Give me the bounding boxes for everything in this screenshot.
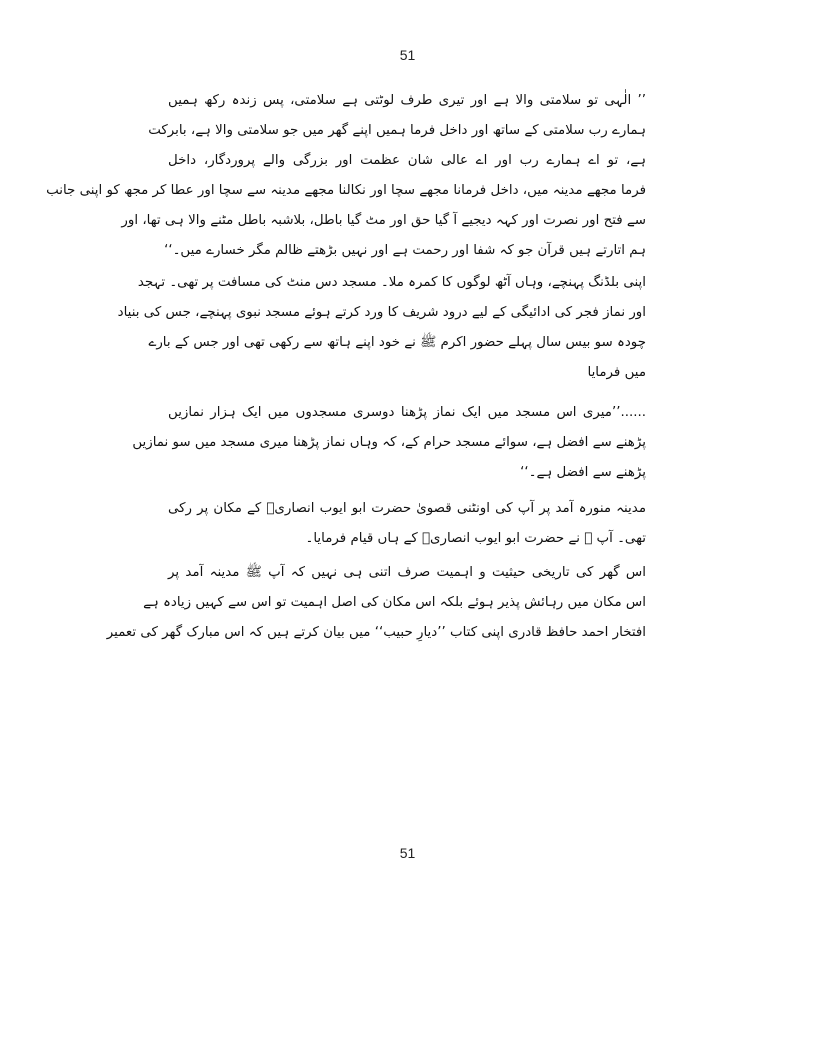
text-line: افتخار احمد حافظ قادری اپنی کتاب ’’دیارِ حبیب‘‘ میں بیان کرتے ہیں کہ اس مبارک گھر کی تعمیر	[106, 625, 646, 640]
text-line: اور نماز فجر کی ادائیگی کے لیے درود شریف کا ورد کرتے ہوئے مسجد نبوی پہنچے، جس کی بنیاد	[117, 305, 646, 320]
text-line: مدینہ منورہ آمد پر آپ کی اونٹنی قصویٰ حضرت ابو ایوب انصاریؓ کے مکان پر رکی	[168, 501, 646, 516]
text-line: اس مکان میں رہائش پذیر ہوئے بلکہ اس مکان کی اصل اہمیت تو اس سے کہیں زیادہ ہے	[143, 595, 646, 610]
text-line: اپنی بلڈنگ پہنچے، وہاں آٹھ لوگوں کا کمرہ ملا۔ مسجد دس منٹ کی مسافت پر تھی۔ تہجد	[137, 275, 646, 290]
page-number-bottom: 51	[399, 845, 416, 861]
text-line: پڑھنے سے افضل ہے، سوائے مسجد حرام کے، کہ وہاں نماز پڑھنا میری مسجد میں سو نمازیں	[132, 435, 646, 450]
text-line: پڑھنے سے افضل ہے۔‘‘	[520, 465, 646, 480]
text-line: ہمارے رب سلامتی کے ساتھ اور داخل فرما ہمیں اپنے گھر میں جو سلامتی والا ہے، بابرکت	[148, 123, 646, 138]
text-line: ہے، تو اے ہمارے رب اور اے عالی شان عظمت اور بزرگی والے پروردگار، داخل	[168, 153, 646, 168]
text-line: فرما مجھے مدینہ میں، داخل فرمانا مجھے سچا اور نکالنا مجھے مدینہ سے سچا اور عطا کر مجھ کو اپنی جانب	[46, 183, 646, 198]
text-line: میں فرمایا	[587, 365, 646, 380]
text-line: چودہ سو بیس سال پہلے حضور اکرم ﷺ نے خود اپنے ہاتھ سے رکھی تھی اور جس کے بارے	[148, 335, 646, 350]
text-line: سے فتح اور نصرت اور کہہ دیجیے آ گیا حق اور مٹ گیا باطل، بلاشبہ باطل مٹنے والا ہی تھا، اور	[121, 213, 646, 228]
text-line: تھی۔ آپ ﷺ نے حضرت ابو ایوب انصاریؓ کے ہاں قیام فرمایا۔	[305, 531, 646, 546]
text-line: ......’’میری اس مسجد میں ایک نماز پڑھنا دوسری مسجدوں میں ایک ہزار نمازیں	[168, 405, 646, 420]
text-line: اس گھر کی تاریخی حیثیت و اہمیت صرف اتنی ہی نہیں کہ آپ ﷺ مدینہ آمد پر	[168, 565, 646, 580]
text-line: ہم اتارتے ہیں قرآن جو کہ شفا اور رحمت ہے اور نہیں بڑھتے ظالم مگر خسارے میں۔‘‘	[164, 243, 646, 258]
text-line: ’’ الٰہی تو سلامتی والا ہے اور تیری طرف لوٹتی ہے سلامتی، پس زندہ رکھ ہمیں	[168, 93, 646, 108]
page-number-top: 51	[399, 47, 416, 63]
